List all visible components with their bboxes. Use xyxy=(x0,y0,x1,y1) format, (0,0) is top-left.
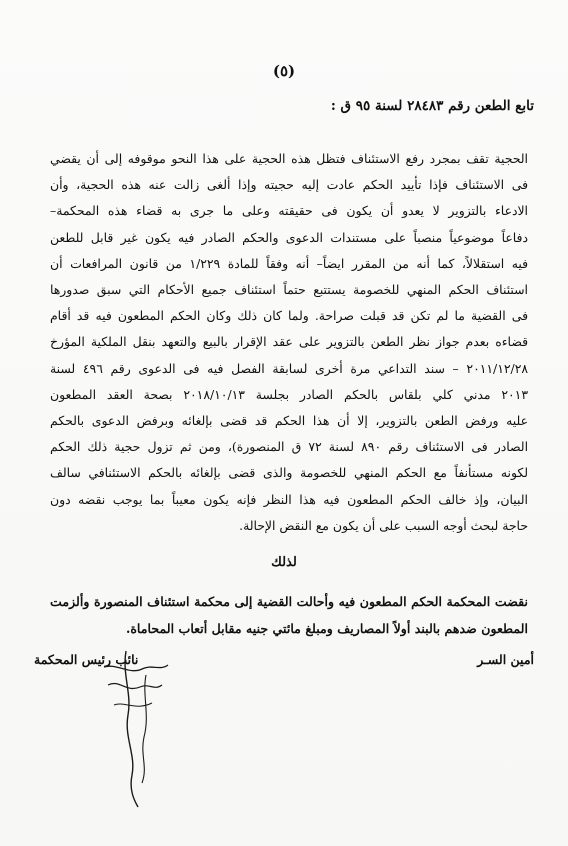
ruling-body xyxy=(50,146,528,539)
body-line: قضاءه بعدم جواز نظر الطعن بالتزوير على عقد الإقرار بالبيع والتعهد بنقل الملكية المؤرخ xyxy=(50,334,528,350)
body-line: فى القضية ما لم تكن قد قبلت صراحة. ولما كان ذلك وكان الحكم المطعون فيه قد أقام xyxy=(50,308,528,324)
verdict-text xyxy=(50,588,528,642)
body-line: فى الاستئناف فإذا تأييد الحكم عادت إليه حجيته وإذا ألغى زالت عنه هذه الحجية، وأن xyxy=(50,177,528,193)
secretary-signature-label: أمين السـر xyxy=(477,652,534,667)
continuation-title: تابع الطعن رقم ٢٨٤٨٣ لسنة ٩٥ ق : xyxy=(330,98,534,114)
verdict-line: نقضت المحكمة الحكم المطعون فيه وأحالت القضية إلى محكمة استئناف المنصورة وألزمت xyxy=(50,594,528,609)
body-line: حاجة لبحث أوجه السبب على أن يكون مع النقض الإحالة. xyxy=(239,517,528,533)
body-line: استئناف الحكم المنهي للخصومة يستتبع حتماً استئناف جميع الأحكام التي سبق صدورها xyxy=(50,282,528,298)
body-line: ٢٠١١/١٢/٢٨ – سند التداعي مرة أخرى لسابقة الفصل فيه فى الدعوى رقم ٤٩٦ لسنة xyxy=(50,360,528,376)
body-line: دفاعاً موضوعياً منصباً على مستندات الدعوى والحكم الصادر فيه يكون غير قابل للطعن xyxy=(50,229,528,245)
body-line: البيان، وإذ خالف الحكم المطعون فيه هذا النظر فإنه يكون معيباً بما يوجب نقضه دون xyxy=(50,491,528,507)
section-heading: لذلك xyxy=(271,555,297,570)
body-line: فيه استقلالاً، كما أنه من المقرر ايضاً– أنه وفقاً للمادة ١/٢٢٩ من قانون المرافعات أن xyxy=(50,255,528,271)
body-line: ٢٠١٣ مدني كلي بلقاس بالحكم الصادر بجلسة ٢٠١٨/١٠/١٣ بصحة العقد المطعون xyxy=(50,386,528,402)
page-number: (٥) xyxy=(272,62,296,80)
president-signature-label: نائب رئيس المحكمة xyxy=(34,652,139,667)
body-line: الصادر فى الاستئناف رقم ٨٩٠ لسنة ٧٢ ق المنصورة)، ومن ثم تزول حجية ذلك الحكم xyxy=(50,439,528,455)
body-line: لكونه مستأنفاً مع الحكم المنهي للخصومة والذى قضى بإلغائه بالحكم الاستئنافي سالف xyxy=(50,465,528,481)
body-line: عليه ورفض الطعن بالتزوير، إلا أن هذا الحكم قد قضى بإلغائه وبرفض الدعوى بالحكم xyxy=(50,413,528,429)
handwritten-signature xyxy=(96,645,176,810)
body-line: الحجية تقف بمجرد رفع الاستئناف فتظل هذه الحجية على هذا النحو موقوفه إلى أن يقضي xyxy=(50,151,528,166)
body-line: الادعاء بالتزوير لا يعدو أن يكون فى حقيقته وعلى ما جرى به قضاء هذه المحكمة– xyxy=(50,203,528,219)
verdict-line: المطعون ضدهم بالبند أولاً المصاريف ومبلغ مائتي جنيه مقابل أتعاب المحاماة. xyxy=(125,621,528,636)
